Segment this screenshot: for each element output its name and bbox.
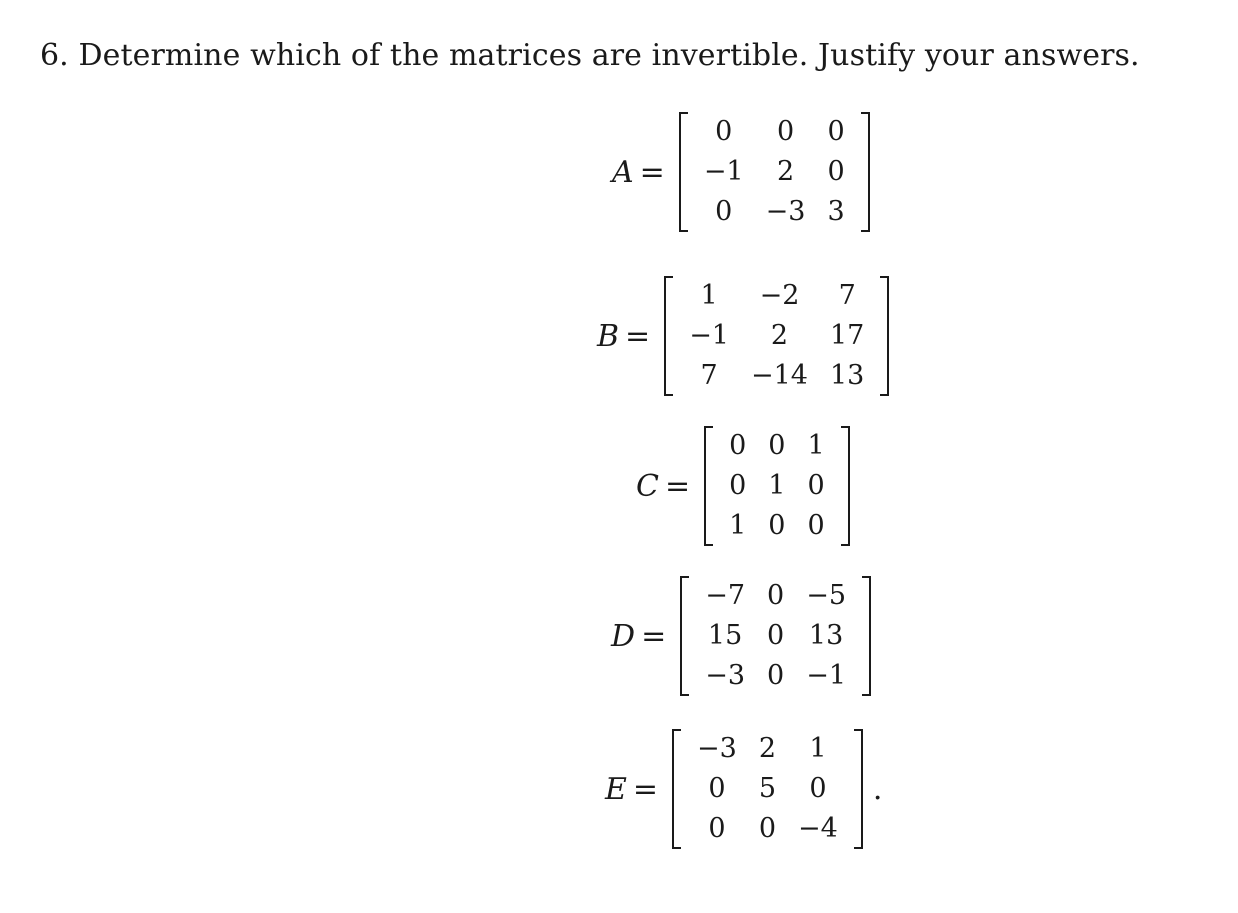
matrix-entry: 2 (776, 156, 795, 187)
matrix-row (694, 616, 857, 656)
matrix-entry: 3 (827, 196, 845, 227)
matrix-row (693, 152, 856, 192)
matrix-entry: 0 (767, 660, 785, 691)
question-text: 6. Determine which of the matrices are invertible. Justify your answers. (40, 38, 1140, 73)
matrix-entry: 1 (729, 510, 747, 541)
matrix-row (693, 112, 856, 152)
matrix-row (678, 316, 875, 356)
matrix-c-brackets (704, 426, 850, 546)
matrix-entry: 1 (807, 430, 825, 461)
matrix-entry: 0 (715, 116, 733, 147)
matrix-b-brackets (664, 276, 889, 396)
matrix-row (694, 576, 857, 616)
matrix-entry: 5 (758, 773, 777, 804)
matrix-b-equation (597, 276, 889, 396)
matrix-entry: 0 (767, 620, 785, 651)
matrix-entry: 2 (770, 320, 789, 351)
matrix-entry: 0 (758, 813, 777, 844)
matrix-e-brackets (672, 729, 863, 849)
matrix-entry: 1 (768, 470, 786, 501)
matrix-row (686, 809, 849, 849)
matrix-row (718, 466, 836, 506)
matrix-row (718, 426, 836, 466)
equals-sign: = (639, 154, 665, 190)
matrix-row (694, 656, 857, 696)
matrix-entry: 13 (829, 360, 865, 391)
matrix-e (686, 729, 849, 849)
matrix-entry: −1 (806, 660, 847, 691)
matrix-entry: 0 (729, 470, 747, 501)
matrix-row (693, 192, 856, 232)
matrix-entry: 0 (827, 116, 845, 147)
matrix-c (718, 426, 836, 546)
matrix-name: E (605, 771, 627, 807)
matrix-d-equation (611, 576, 871, 696)
matrix-a (693, 112, 856, 232)
matrix-entry: −2 (759, 280, 800, 311)
matrix-row (718, 506, 836, 546)
matrix-entry: −3 (765, 196, 806, 227)
matrix-entry: 0 (807, 510, 825, 541)
matrix-row (678, 276, 875, 316)
matrix-name: A (612, 154, 634, 190)
equals-sign: = (625, 318, 651, 354)
matrix-d (694, 576, 857, 696)
matrix-entry: 0 (807, 470, 825, 501)
matrix-a-brackets (679, 112, 870, 232)
matrix-name: C (636, 468, 659, 504)
matrix-entry: −14 (751, 360, 808, 391)
matrix-d-brackets (680, 576, 871, 696)
matrix-entry: 17 (829, 320, 865, 351)
matrix-entry: 2 (758, 733, 777, 764)
equals-sign: = (641, 618, 667, 654)
matrix-row (686, 769, 849, 809)
matrix-entry: 0 (776, 116, 795, 147)
matrix-entry: 1 (700, 280, 718, 311)
matrix-entry: −3 (705, 660, 746, 691)
matrix-name: D (611, 618, 636, 654)
matrix-entry: 0 (767, 580, 785, 611)
matrix-entry: −5 (806, 580, 847, 611)
matrix-entry: 0 (827, 156, 845, 187)
matrix-entry: −1 (703, 156, 744, 187)
equals-sign: = (664, 468, 691, 504)
matrix-entry: 7 (838, 280, 856, 311)
matrix-entry: 0 (708, 773, 726, 804)
matrix-entry: 0 (708, 813, 726, 844)
equals-sign: = (632, 771, 659, 807)
matrix-entry: 0 (768, 430, 786, 461)
matrix-entry: −3 (697, 733, 737, 764)
matrix-e-equation (605, 729, 882, 849)
matrix-b (678, 276, 875, 396)
matrix-row (686, 729, 849, 769)
matrix-row (678, 356, 875, 396)
matrix-entry: 0 (768, 510, 786, 541)
matrix-entry: 0 (715, 196, 733, 227)
matrix-a-equation (612, 112, 870, 232)
matrix-c-equation (636, 426, 850, 546)
matrix-entry: −1 (689, 320, 729, 351)
matrix-entry: −7 (705, 580, 746, 611)
trailing-period: . (872, 771, 883, 807)
matrix-entry: 13 (808, 620, 844, 651)
matrix-name: B (597, 318, 620, 354)
matrix-entry: 0 (729, 430, 747, 461)
matrix-entry: 15 (707, 620, 743, 651)
matrix-entry: 1 (809, 733, 827, 764)
matrix-entry: 7 (700, 360, 718, 391)
matrix-entry: −4 (798, 813, 838, 844)
matrix-entry: 0 (809, 773, 827, 804)
